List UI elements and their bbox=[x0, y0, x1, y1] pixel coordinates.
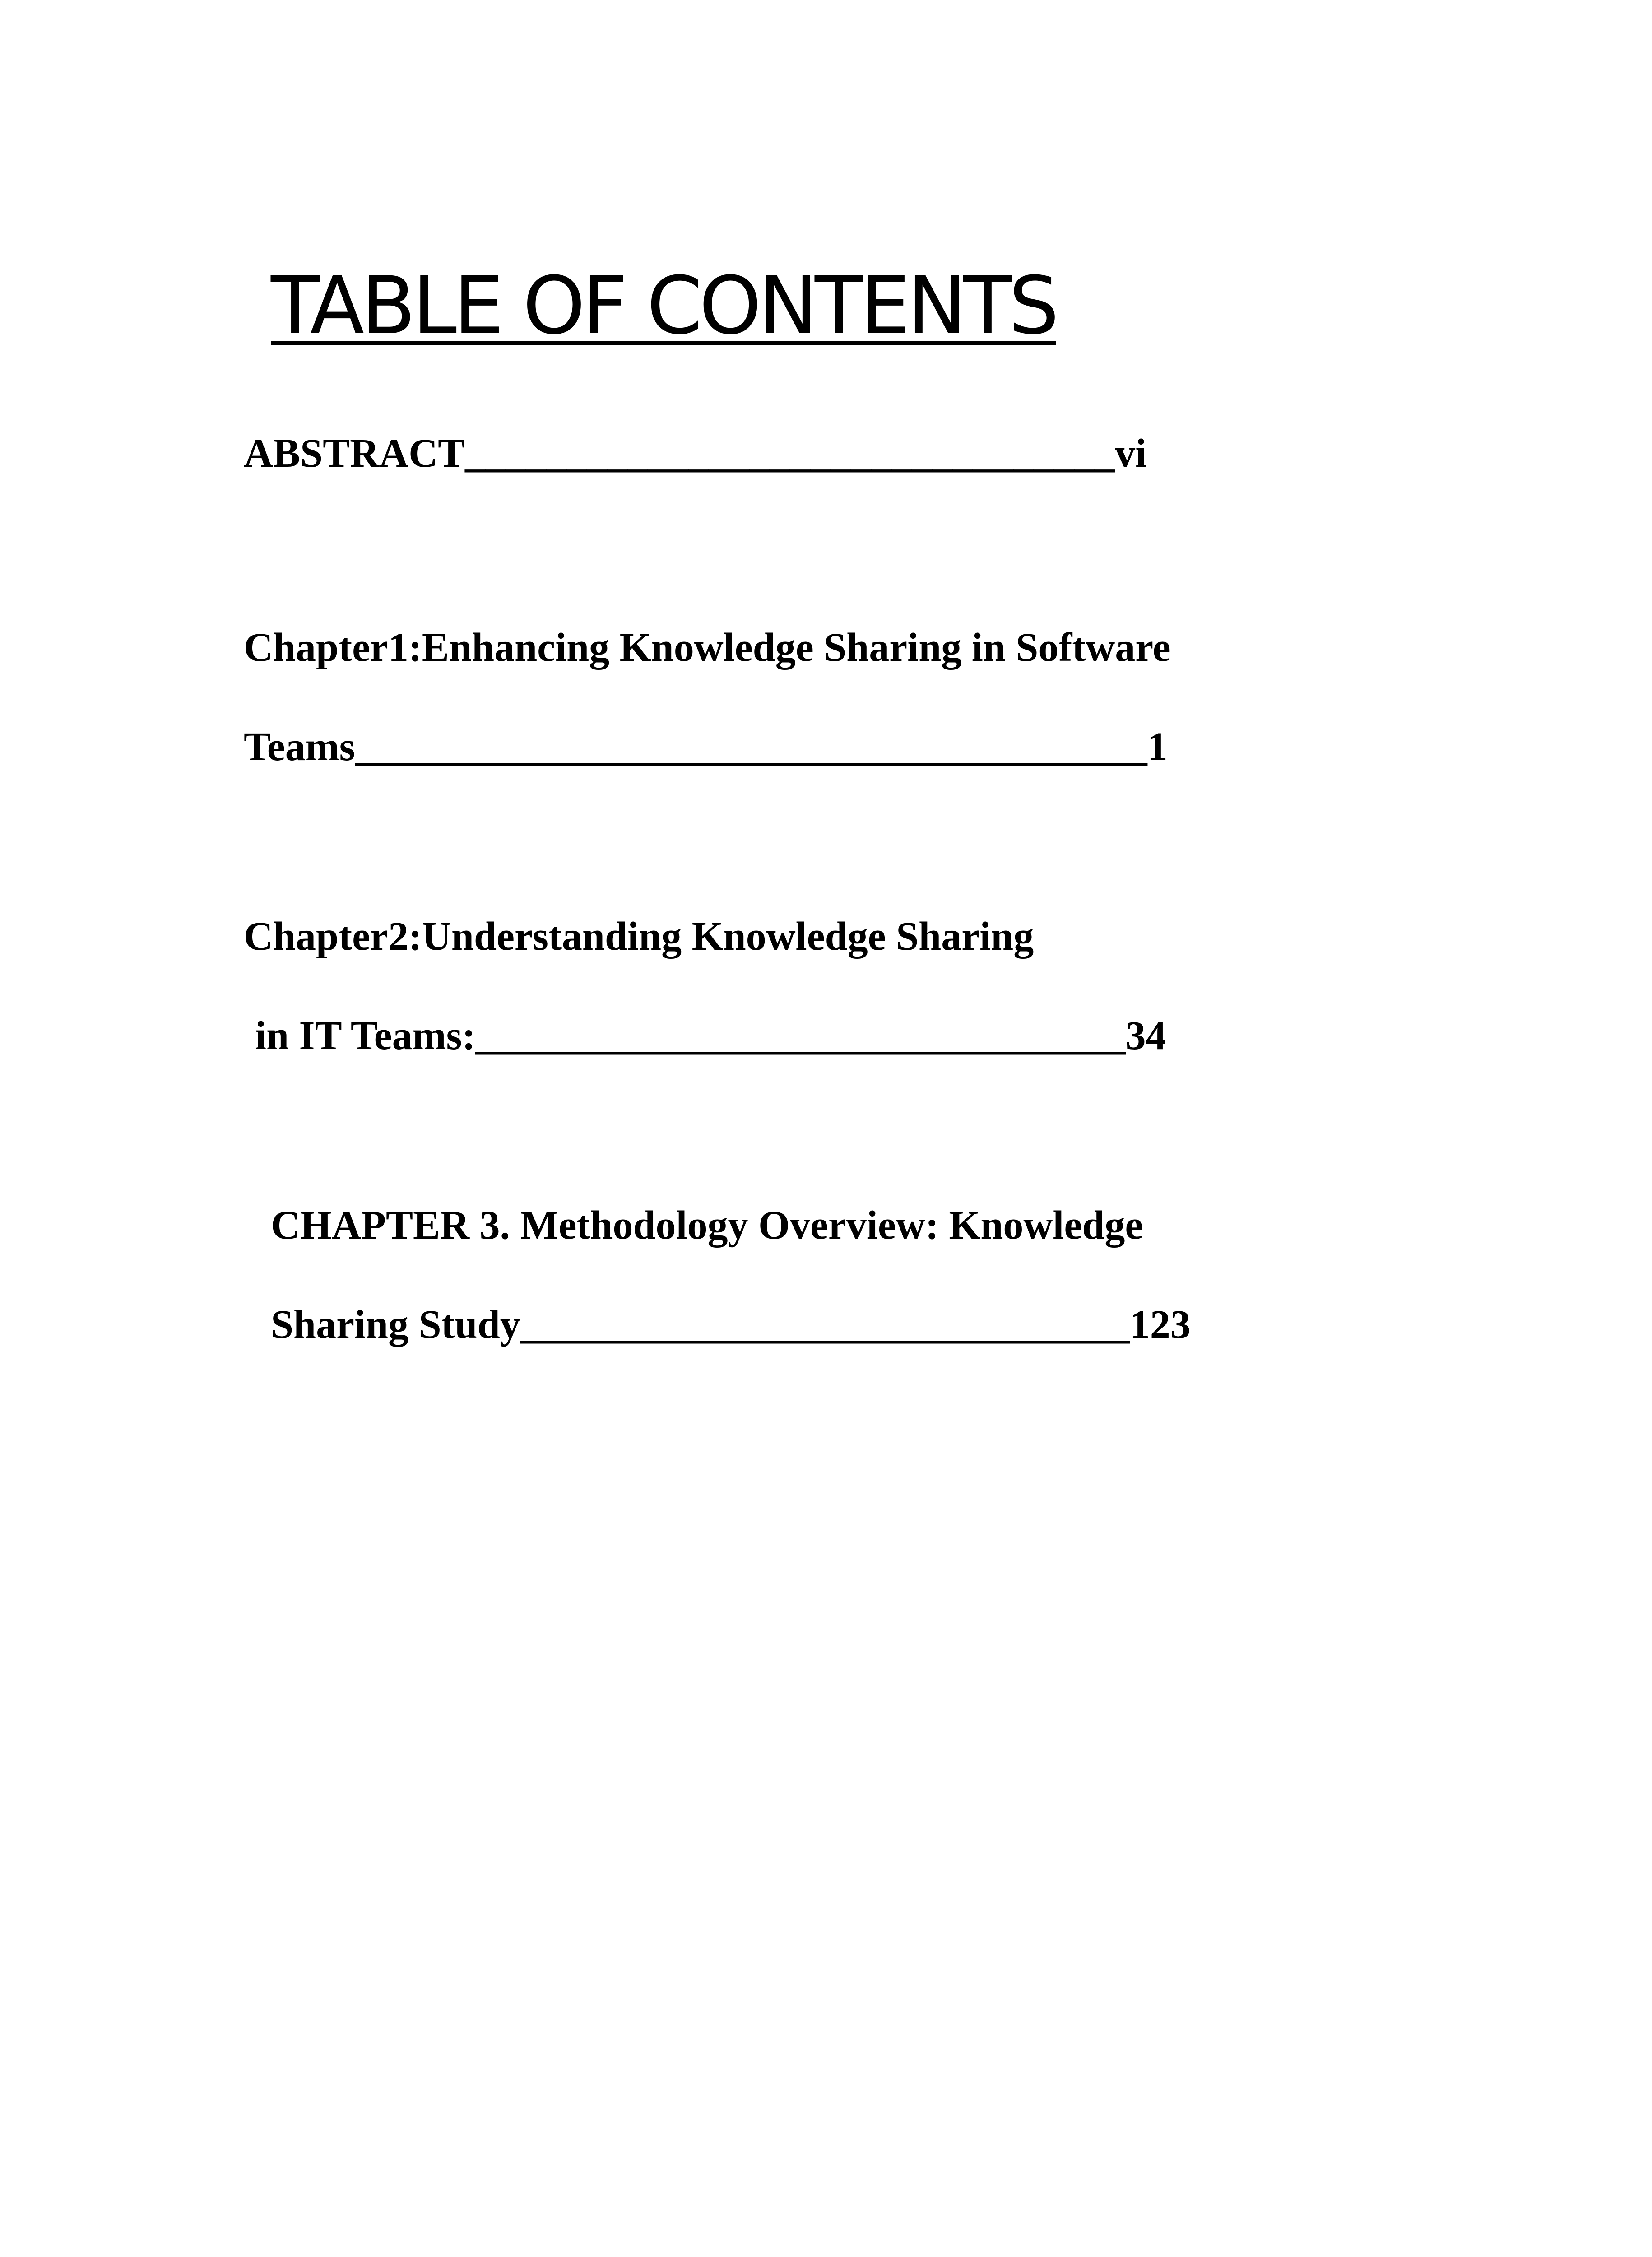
toc-entry-label: CHAPTER 3. Methodology Overview: Knowledge bbox=[271, 1203, 1143, 1248]
toc-entry-abstract bbox=[244, 433, 1146, 474]
toc-page-number: 123 bbox=[1129, 1302, 1191, 1347]
toc-leader: ________________________________ bbox=[465, 431, 1115, 476]
toc-entry-label: Teams bbox=[244, 724, 355, 769]
toc-page-number: 1 bbox=[1147, 724, 1168, 769]
toc-entry-chapter2-line2 bbox=[255, 1013, 1166, 1058]
toc-entry-chapter3-line2 bbox=[271, 1302, 1191, 1347]
toc-entry-chapter1-line2 bbox=[244, 724, 1168, 769]
toc-entry-chapter1-line1 bbox=[244, 627, 1171, 668]
toc-entry-chapter3-line1 bbox=[271, 1205, 1143, 1246]
toc-entry-label: Sharing Study bbox=[271, 1302, 520, 1347]
toc-entry-chapter2-line1 bbox=[244, 916, 1034, 957]
toc-page-number: vi bbox=[1115, 431, 1147, 476]
toc-title: TABLE OF CONTENTS bbox=[271, 260, 1056, 352]
toc-leader: ________________________________ bbox=[475, 1013, 1126, 1058]
toc-leader: ______________________________ bbox=[520, 1302, 1130, 1347]
toc-page-number: 34 bbox=[1125, 1013, 1166, 1058]
toc-entry-label: in IT Teams: bbox=[255, 1013, 476, 1058]
toc-entry-label: ABSTRACT bbox=[244, 431, 465, 476]
toc-leader: _______________________________________ bbox=[355, 724, 1147, 769]
toc-entry-label: Chapter2:Understanding Knowledge Sharing bbox=[244, 914, 1034, 959]
toc-entry-label: Chapter1:Enhancing Knowledge Sharing in Software bbox=[244, 625, 1171, 670]
